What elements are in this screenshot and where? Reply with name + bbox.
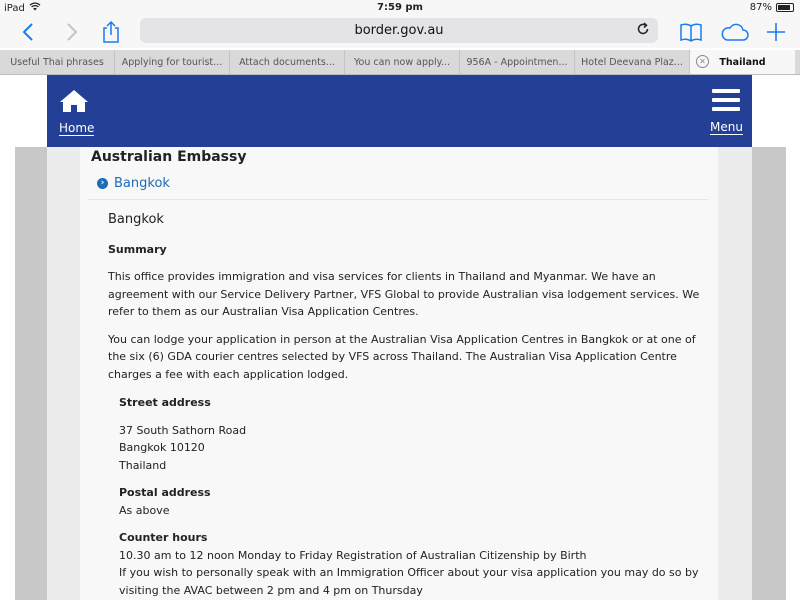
battery-fill [778,5,790,10]
back-button[interactable] [18,18,38,46]
chevron-circle-icon: › [97,178,108,189]
tab[interactable]: Applying for tourist... [115,50,230,74]
page-gutter [15,147,47,600]
hamburger-icon [710,89,742,111]
menu-label: Menu [710,120,743,134]
postal-address-value: As above [119,503,170,517]
tab-bar [0,50,800,75]
divider [88,199,708,200]
counter-hours-line: 10.30 am to 12 noon Monday to Friday Registration of Australian Citizenship by Birth [119,548,587,562]
site-header [47,75,752,147]
tab-active[interactable] [690,50,795,74]
tab[interactable]: 956A - Appointmen... [460,50,575,74]
page-gutter [718,147,752,600]
street-address-heading: Street address [119,396,211,409]
close-tab-icon[interactable]: ✕ [696,55,709,68]
forward-button[interactable] [62,18,82,46]
menu-button[interactable] [710,89,742,135]
chevron-right-icon [66,22,78,42]
battery-icon [776,3,794,12]
office-title: Bangkok [108,212,164,227]
clock: 7:59 pm [377,2,423,13]
bookmarks-button[interactable] [678,18,704,46]
active-tab-label: Thailand [719,56,766,68]
new-tab-button[interactable] [764,18,788,46]
home-link[interactable] [59,89,95,136]
share-icon [102,20,120,44]
bangkok-link-label: Bangkok [114,176,170,191]
street-address-line: 37 South Sathorn Road [119,423,247,437]
address-bar[interactable] [140,18,658,43]
share-button[interactable] [100,18,122,46]
url-text: border.gov.au [354,23,444,38]
tab[interactable]: Hotel Deevana Plaz... [575,50,690,74]
tab[interactable]: Attach documents... [230,50,345,74]
summary-paragraph: You can lodge your application in person at the Australian Visa Application Centres in Bangkok or at one of the six (6) GDA courier centres selected by VFS across Thailand. The Australian Visa Application Centre charges a fee with each application lodged. [108,332,696,381]
home-label: Home [59,121,95,135]
status-bar [0,0,800,16]
street-address-line: Thailand [119,458,167,472]
main-content [80,147,718,600]
device-name: iPad [4,2,25,14]
counter-hours-heading: Counter hours [119,531,208,544]
battery-percent: 87% [749,2,772,13]
chevron-left-icon [22,22,34,42]
page-gutter [47,147,80,600]
page-gutter [752,147,786,600]
street-address-line: Bangkok 10120 [119,441,205,454]
summary-paragraph: This office provides immigration and visa services for clients in Thailand and Myanmar. We have an agreement with our Service Delivery Partner, VFS Global to provide Australian visa lodgement services. We refer to them as our Australian Visa Application Centres. [108,270,700,318]
tab[interactable]: You can now apply... [345,50,460,74]
icloud-tabs-button[interactable] [720,18,750,46]
reload-icon[interactable] [636,22,650,40]
home-icon [59,89,89,113]
web-page [0,75,800,600]
office-details [108,211,708,599]
tab[interactable]: Useful Thai phrases [0,50,115,74]
counter-hours-line: If you wish to personally speak with an Immigration Officer about your visa application you may do so by visiting the AVAC between 2 pm and 4 pm on Thursday [119,566,699,597]
section-heading: Australian Embassy [91,149,247,165]
plus-icon [766,22,786,42]
summary-heading: Summary [108,242,167,256]
bangkok-link[interactable] [97,176,170,191]
book-icon [679,22,703,42]
postal-address-heading: Postal address [119,486,211,499]
cloud-icon [720,22,750,42]
